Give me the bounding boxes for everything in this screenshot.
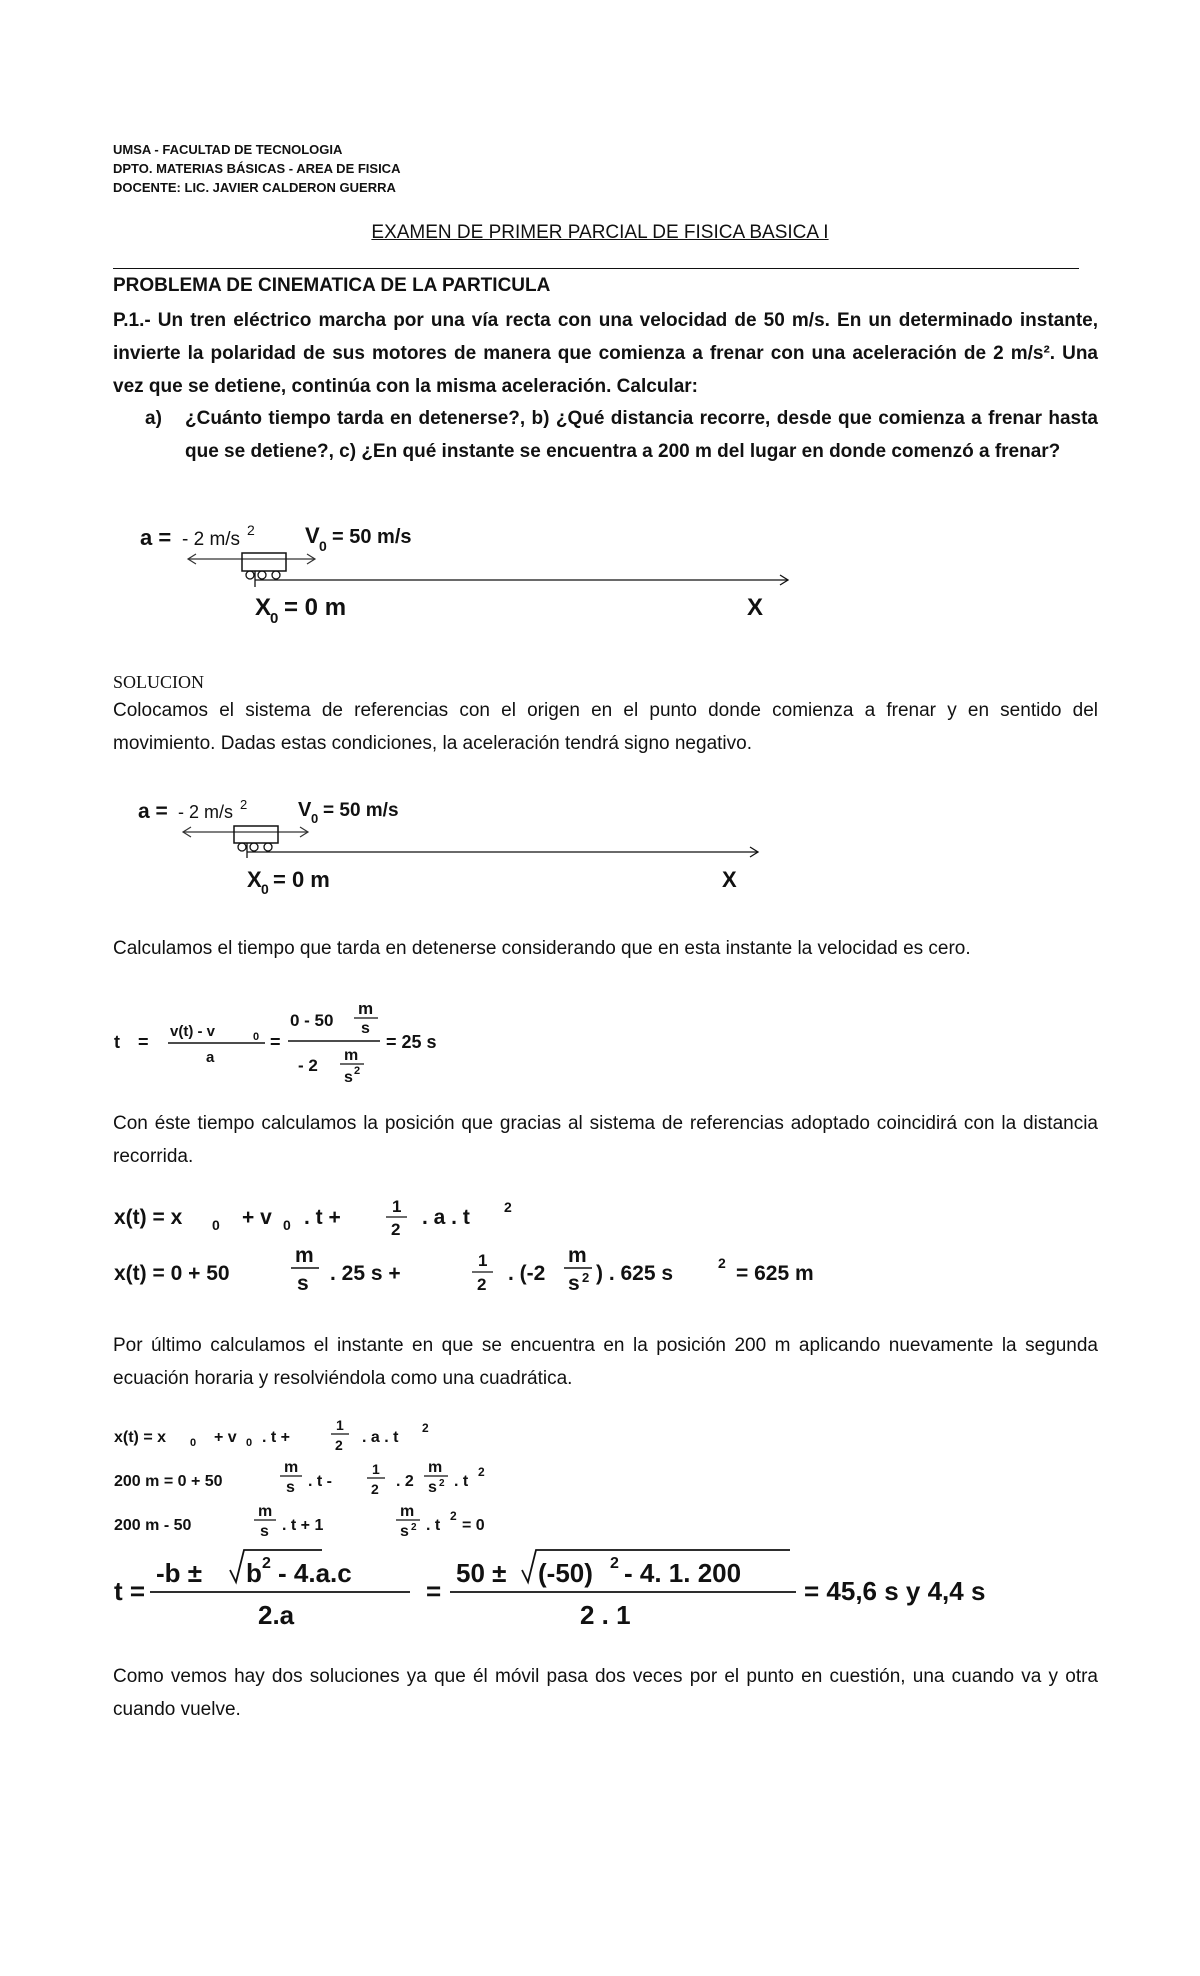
exam-title bbox=[0, 222, 1200, 244]
quad-l3-eq: = 0 bbox=[462, 1517, 485, 1534]
velocity-subscript-2: 0 bbox=[311, 811, 319, 826]
quad-l4-eq: = bbox=[426, 1576, 442, 1606]
pos-l2-m: m bbox=[295, 1244, 314, 1267]
accel-value-2: - 2 m/s bbox=[178, 802, 234, 822]
pos-l2-half-den: 2 bbox=[477, 1275, 487, 1294]
quad-l1-half-den: 2 bbox=[335, 1437, 343, 1453]
pos-l2-half-num: 1 bbox=[478, 1251, 488, 1270]
quad-l4-den: 2.a bbox=[258, 1600, 295, 1630]
quad-l2-m2: m bbox=[428, 1459, 443, 1476]
position-value-2: = 0 m bbox=[273, 867, 330, 892]
quad-l4-result: = 45,6 s y 4,4 s bbox=[804, 1576, 986, 1606]
quad-l2-left: 200 m = 0 + 50 bbox=[114, 1473, 223, 1490]
quad-l2-half-num: 1 bbox=[372, 1461, 380, 1477]
velocity-value: = 50 m/s bbox=[332, 526, 412, 548]
pos-l1-end: . a . t bbox=[422, 1206, 470, 1229]
quad-l4-root-exp: 2 bbox=[262, 1555, 271, 1572]
quad-l2-half-den: 2 bbox=[371, 1481, 379, 1497]
question-letter: a) bbox=[145, 408, 162, 429]
pos-l2-exp: 2 bbox=[718, 1255, 726, 1271]
accel-value: - 2 m/s bbox=[182, 529, 241, 550]
pos-l1-half-den: 2 bbox=[391, 1220, 401, 1239]
velocity-subscript: 0 bbox=[319, 538, 327, 554]
quad-l1-half-num: 1 bbox=[336, 1417, 344, 1433]
pos-l2-s: s bbox=[297, 1272, 309, 1295]
quad-l3-s2: s bbox=[400, 1523, 409, 1540]
quad-l3-end: . t bbox=[426, 1517, 441, 1534]
solution-paragraph-4: Por último calculamos el instante en que se encuentra en la posición 200 m aplicando nuevamente la segunda ecuación horaria y resolviéndola como una cuadrática. bbox=[113, 1335, 1098, 1389]
quad-l3-left: 200 m - 50 bbox=[114, 1517, 192, 1534]
quad-l4-root: b bbox=[246, 1558, 262, 1588]
pos-l1-left: x(t) = x bbox=[114, 1206, 183, 1229]
quad-l2-mid2: . 2 bbox=[396, 1473, 414, 1490]
formula-den-exp: 2 bbox=[354, 1065, 361, 1077]
header-university: UMSA - FACULTAD DE TECNOLOGIA bbox=[113, 142, 343, 157]
quad-l4-t: t = bbox=[114, 1576, 146, 1606]
quad-l1-left: x(t) = x bbox=[114, 1429, 167, 1446]
quad-l2-s2-exp: 2 bbox=[439, 1478, 445, 1489]
quad-l4-root2-rest: - 4. 1. 200 bbox=[624, 1558, 742, 1588]
exam-title-text: EXAMEN DE PRIMER PARCIAL DE FISICA BASICA I bbox=[371, 222, 829, 243]
velocity-label: V bbox=[305, 523, 320, 548]
quad-l4-num: -b ± bbox=[156, 1558, 203, 1588]
position-label: X bbox=[255, 594, 272, 621]
pos-l1-sub: 0 bbox=[212, 1217, 220, 1233]
quad-l4-num2: 50 ± bbox=[456, 1558, 507, 1588]
quad-l4-den2: 2 . 1 bbox=[580, 1600, 631, 1630]
quad-l4-root2-exp: 2 bbox=[610, 1555, 619, 1572]
axis-label: X bbox=[747, 594, 764, 621]
pos-l1-exp: 2 bbox=[504, 1199, 512, 1215]
position-subscript: 0 bbox=[270, 610, 279, 627]
quad-l3-exp: 2 bbox=[450, 1509, 457, 1523]
quad-l3-mid: . t + 1 bbox=[282, 1517, 324, 1534]
formula-result: = 25 s bbox=[386, 1032, 437, 1052]
title-divider bbox=[113, 268, 1079, 269]
pos-l2-paren: . (-2 bbox=[508, 1262, 546, 1285]
accel-exponent-2: 2 bbox=[240, 797, 248, 812]
solution-paragraph-5: Como vemos hay dos soluciones ya que él móvil pasa dos veces por el punto en cuestión, una cuando va y otra cuando vuelve. bbox=[113, 1666, 1098, 1720]
pos-l2-mid: . 25 s + bbox=[330, 1262, 401, 1285]
pos-l1-half-num: 1 bbox=[392, 1197, 402, 1216]
quad-l1-sub2: 0 bbox=[246, 1437, 253, 1449]
position-value: = 0 m bbox=[284, 594, 347, 621]
quad-l1-sub: 0 bbox=[190, 1437, 197, 1449]
formula-num1-sub: 0 bbox=[253, 1031, 260, 1043]
quad-l1-exp: 2 bbox=[422, 1421, 429, 1435]
pos-l2-result: = 625 m bbox=[736, 1262, 814, 1285]
quad-l2-mid: . t - bbox=[308, 1473, 332, 1490]
quad-l2-exp: 2 bbox=[478, 1465, 485, 1479]
formula-den2: - 2 bbox=[298, 1056, 318, 1075]
position-formula bbox=[110, 1190, 890, 1320]
pos-l1-mid: + v bbox=[242, 1206, 272, 1229]
problem-statement: P.1.- Un tren eléctrico marcha por una vía recta con una velocidad de 50 m/s. En un determinado instante, invierte la polaridad de sus motores de manera que comienza a frenar con una aceleración de 2 m/s². Una vez que se detiene, continúa con la misma aceleración. Calcular: bbox=[113, 310, 1098, 397]
solution-label: SOLUCION bbox=[113, 672, 205, 692]
velocity-value-2: = 50 m/s bbox=[323, 800, 399, 821]
pos-l2-m2: m bbox=[568, 1244, 587, 1267]
position-subscript-2: 0 bbox=[261, 881, 269, 897]
formula-unit-s: s bbox=[361, 1020, 370, 1037]
quad-l2-end: . t bbox=[454, 1473, 469, 1490]
section-title: PROBLEMA DE CINEMATICA DE LA PARTICULA bbox=[113, 275, 551, 296]
formula-num1: v(t) - v bbox=[170, 1023, 215, 1040]
train-car-2 bbox=[234, 826, 278, 843]
formula-t: t bbox=[114, 1032, 120, 1052]
pos-l2-s2-exp: 2 bbox=[582, 1270, 590, 1285]
pos-l1-rest: . t + bbox=[304, 1206, 341, 1229]
formula-den-unit-s: s bbox=[344, 1069, 353, 1086]
train-car bbox=[242, 553, 286, 571]
quad-l1-rest: . t + bbox=[262, 1429, 291, 1446]
formula-den-unit-m: m bbox=[344, 1047, 359, 1064]
quad-l4-root-rest: - 4.a.c bbox=[278, 1558, 352, 1588]
quad-l2-s2: s bbox=[428, 1479, 437, 1496]
pos-l2-left: x(t) = 0 + 50 bbox=[114, 1262, 230, 1285]
accel-label: a = bbox=[140, 525, 172, 550]
time-formula bbox=[110, 990, 490, 1090]
pos-l2-s2: s bbox=[568, 1272, 580, 1295]
quad-l1-end: . a . t bbox=[362, 1429, 399, 1446]
train-diagram-2 bbox=[130, 790, 770, 900]
quad-l3-m2: m bbox=[400, 1503, 415, 1520]
accel-label-2: a = bbox=[138, 800, 168, 823]
formula-eq1: = bbox=[138, 1032, 149, 1052]
quad-l2-m: m bbox=[284, 1459, 299, 1476]
position-label-2: X bbox=[247, 867, 262, 892]
quadratic-formula bbox=[110, 1410, 1060, 1640]
accel-exponent: 2 bbox=[247, 522, 255, 538]
formula-den1: a bbox=[206, 1049, 215, 1066]
question-text: ¿Cuánto tiempo tarda en detenerse?, b) ¿Qué distancia recorre, desde que comienza a frenar hasta que se detiene?, c) ¿En qué instante se encuentra a 200 m del lugar en donde comenzó a frenar? bbox=[185, 408, 1098, 462]
quad-l3-s: s bbox=[260, 1523, 269, 1540]
document-header bbox=[113, 140, 400, 197]
velocity-label-2: V bbox=[298, 799, 312, 821]
axis-label-2: X bbox=[722, 867, 737, 892]
formula-num2: 0 - 50 bbox=[290, 1011, 334, 1030]
pos-l1-sub2: 0 bbox=[283, 1217, 291, 1233]
solution-paragraph-3: Con éste tiempo calculamos la posición que gracias al sistema de referencias adoptado coincidirá con la distancia recorrida. bbox=[113, 1113, 1098, 1167]
header-teacher: DOCENTE: LIC. JAVIER CALDERON GUERRA bbox=[113, 180, 396, 195]
problem-questions bbox=[145, 402, 1098, 468]
train-diagram-1 bbox=[130, 515, 810, 630]
formula-eq2: = bbox=[270, 1032, 281, 1052]
quad-l2-s: s bbox=[286, 1479, 295, 1496]
quad-l3-m: m bbox=[258, 1503, 273, 1520]
quad-l4-root2: (-50) bbox=[538, 1558, 593, 1588]
formula-unit-m: m bbox=[358, 999, 374, 1018]
header-department: DPTO. MATERIAS BÁSICAS - AREA DE FISICA bbox=[113, 161, 401, 176]
quad-l3-s2-exp: 2 bbox=[411, 1522, 417, 1533]
solution-paragraph-1: Colocamos el sistema de referencias con el origen en el punto donde comienza a frenar y en sentido del movimiento. Dadas estas condiciones, la aceleración tendrá signo negativo. bbox=[113, 700, 1098, 754]
quad-l1-mid: + v bbox=[214, 1429, 237, 1446]
solution-paragraph-2: Calculamos el tiempo que tarda en detenerse considerando que en esta instante la velocidad es cero. bbox=[113, 938, 971, 959]
pos-l2-end: ) . 625 s bbox=[596, 1262, 674, 1285]
